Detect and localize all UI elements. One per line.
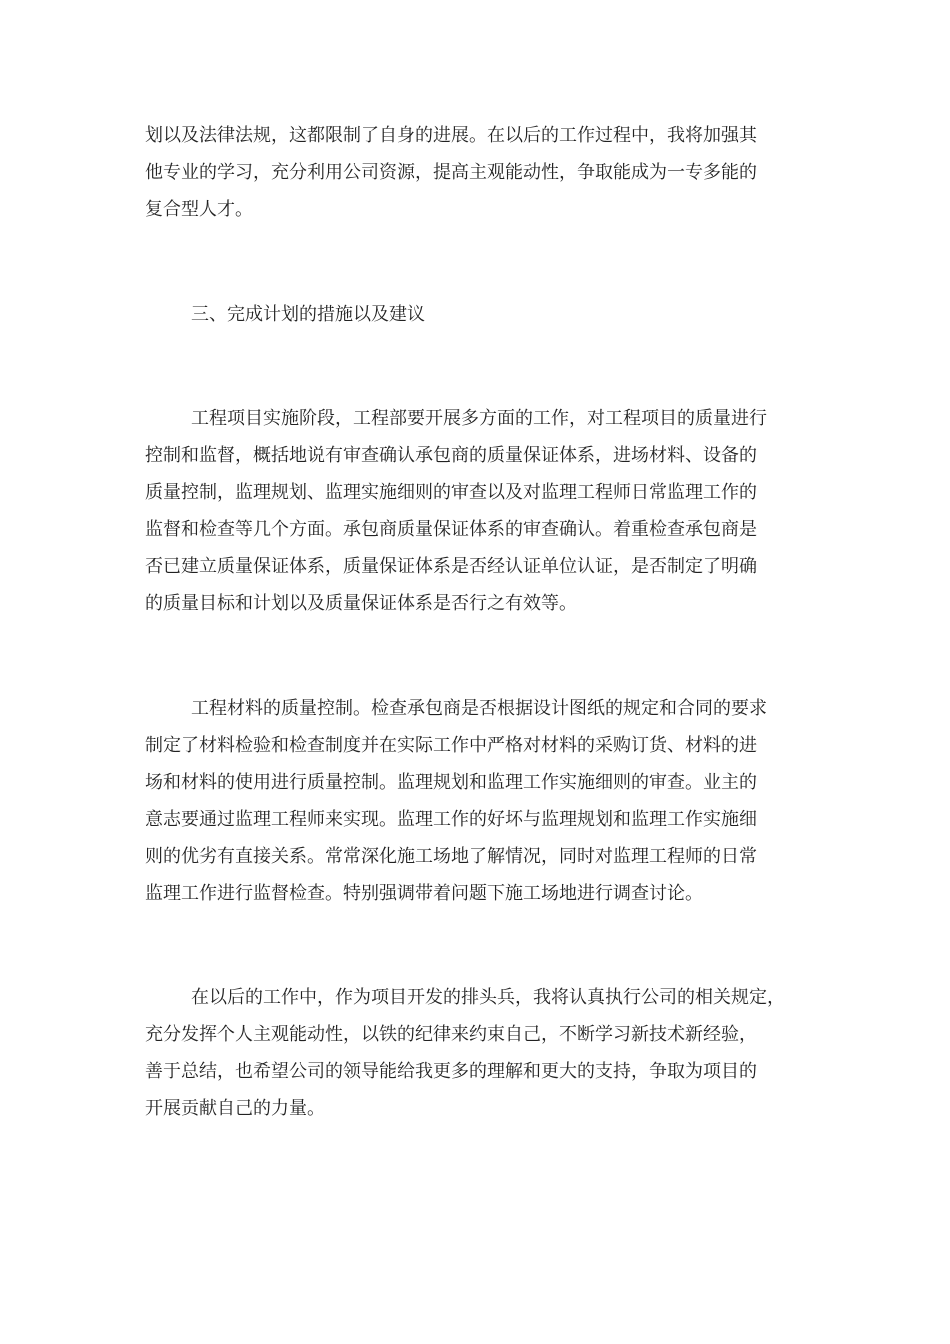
paragraph-2-line-2: 制定了材料检验和检查制度并在实际工作中严格对材料的采购订货、材料的进: [145, 735, 757, 756]
paragraph-3-line-2: 充分发挥个人主观能动性，以铁的纪律来约束自己，不断学习新技术新经验，: [145, 1024, 757, 1045]
intro-line-2: 他专业的学习，充分利用公司资源，提高主观能动性，争取能成为一专多能的: [145, 162, 757, 183]
paragraph-2-line-5: 则的优劣有直接关系。常常深化施工场地了解情况，同时对监理工程师的日常: [145, 846, 757, 867]
paragraph-1-line-1: 工程项目实施阶段，工程部要开展多方面的工作，对工程项目的质量进行: [191, 408, 767, 429]
paragraph-1-line-3: 质量控制，监理规划、监理实施细则的审查以及对监理工程师日常监理工作的: [145, 482, 757, 503]
paragraph-3-line-4: 开展贡献自己的力量。: [145, 1098, 325, 1119]
paragraph-3-line-1: 在以后的工作中，作为项目开发的排头兵，我将认真执行公司的相关规定，: [191, 987, 785, 1008]
paragraph-1-line-6: 的质量目标和计划以及质量保证体系是否行之有效等。: [145, 593, 577, 614]
paragraph-1-line-4: 监督和检查等几个方面。承包商质量保证体系的审查确认。着重检查承包商是: [145, 519, 757, 540]
paragraph-2-line-6: 监理工作进行监督检查。特别强调带着问题下施工场地进行调查讨论。: [145, 883, 703, 904]
paragraph-1-line-2: 控制和监督，概括地说有审查确认承包商的质量保证体系，进场材料、设备的: [145, 445, 757, 466]
paragraph-1-line-5: 否已建立质量保证体系，质量保证体系是否经认证单位认证，是否制定了明确: [145, 556, 757, 577]
section-heading: 三、完成计划的措施以及建议: [191, 304, 425, 325]
paragraph-2-line-3: 场和材料的使用进行质量控制。监理规划和监理工作实施细则的审查。业主的: [145, 772, 757, 793]
intro-line-1: 划以及法律法规，这都限制了自身的进展。在以后的工作过程中，我将加强其: [145, 125, 757, 146]
paragraph-2-line-4: 意志要通过监理工程师来实现。监理工作的好坏与监理规划和监理工作实施细: [145, 809, 757, 830]
paragraph-2-line-1: 工程材料的质量控制。检查承包商是否根据设计图纸的规定和合同的要求: [191, 698, 767, 719]
intro-line-3: 复合型人才。: [145, 199, 253, 220]
paragraph-3-line-3: 善于总结，也希望公司的领导能给我更多的理解和更大的支持，争取为项目的: [145, 1061, 757, 1082]
